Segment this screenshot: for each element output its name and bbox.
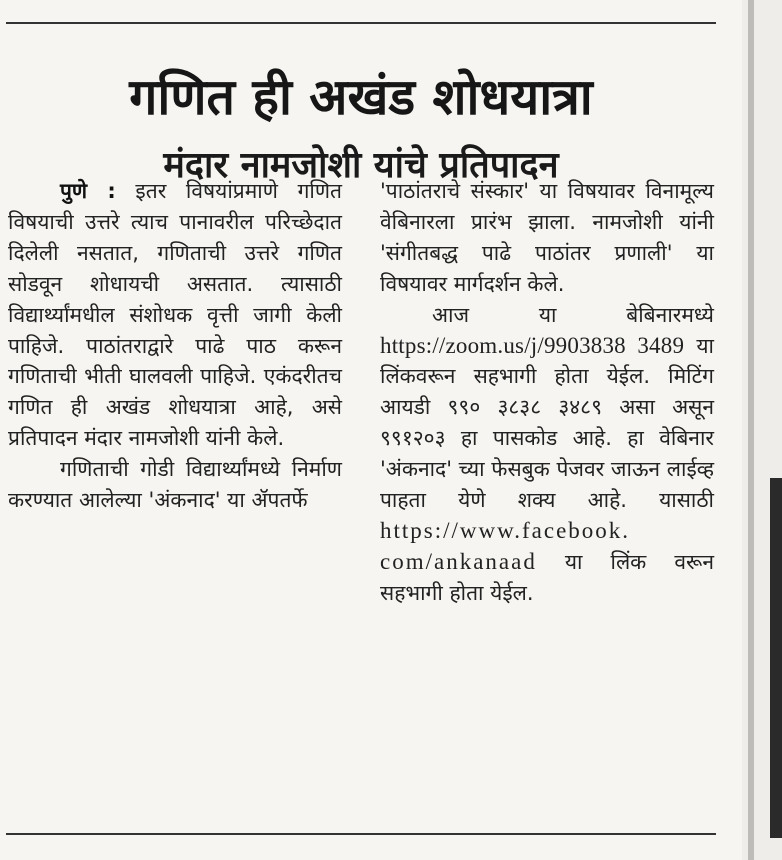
page-fold-shadow: [748, 0, 754, 860]
facebook-link[interactable]: https://www.facebook. com/ankanaad: [380, 517, 631, 574]
article-paragraph: गणिताची गोडी विद्यार्थ्यांमध्ये निर्माण करण्यात आलेल्या 'अंकनाद' या ॲपतर्फे: [8, 457, 342, 513]
paragraph-text: या लिंकवरून सहभागी होता येईल. मिटिंग आयडी ९९० ३८३८ ३४८९ असा असून ९९१२०३ हा पासकोड आहे. हा वेबिनार 'अंकनाद' च्या फेसबुक पेजवर जाऊन लाईव्ह पाहता येणे शक्य आहे. यासाठी: [380, 333, 714, 513]
top-rule: [6, 22, 716, 24]
adjacent-page-edge: [770, 478, 782, 838]
dateline: पुणे :: [60, 179, 116, 203]
zoom-link[interactable]: https://zoom.us/j/9903838 3489: [380, 332, 685, 358]
article-paragraph: 'पाठांतराचे संस्कार' या विषयावर विनामूल्य वेबिनारला प्रारंभ झाला. नामजोशी यांनी 'संगीतबद्ध पाढे पाठांतर प्रणाली' या विषयावर मार्गदर्शन केले.: [380, 179, 714, 296]
article-paragraph: [8, 176, 342, 454]
article-subheadline: मंदार नामजोशी यांचे प्रतिपादन: [163, 144, 559, 186]
paragraph-text: या लिंक वरून सहभागी होता येईल.: [380, 549, 714, 605]
article-column-right: [380, 176, 714, 609]
paragraph-text: आज या बेबिनारमध्ये: [432, 302, 714, 327]
column-divider: [358, 180, 359, 820]
paragraph-text: इतर विषयांप्रमाणे गणित विषयाची उत्तरे त्याच पानावरील परिच्छेदात दिलेली नसतात, गणिताची उत्तरे गणित सोडवून शोधायची असतात. त्यासाठी विद्यार्थ्यांमधील संशोधक वृत्ती जागी केली पाहिजे. पाठांतराद्वारे पाढे पाठ करून गणिताची भीती घालवली पाहिजे. एकंदरीतच गणित ही अखंड शोधयात्रा आहे, असे प्रतिपादन मंदार नामजोशी यांनी केले.: [8, 179, 342, 451]
article-headline: गणित ही अखंड शोधयात्रा: [129, 67, 593, 126]
bottom-rule: [6, 833, 716, 835]
article-paragraph: [380, 300, 714, 609]
article-column-left: [8, 176, 342, 516]
